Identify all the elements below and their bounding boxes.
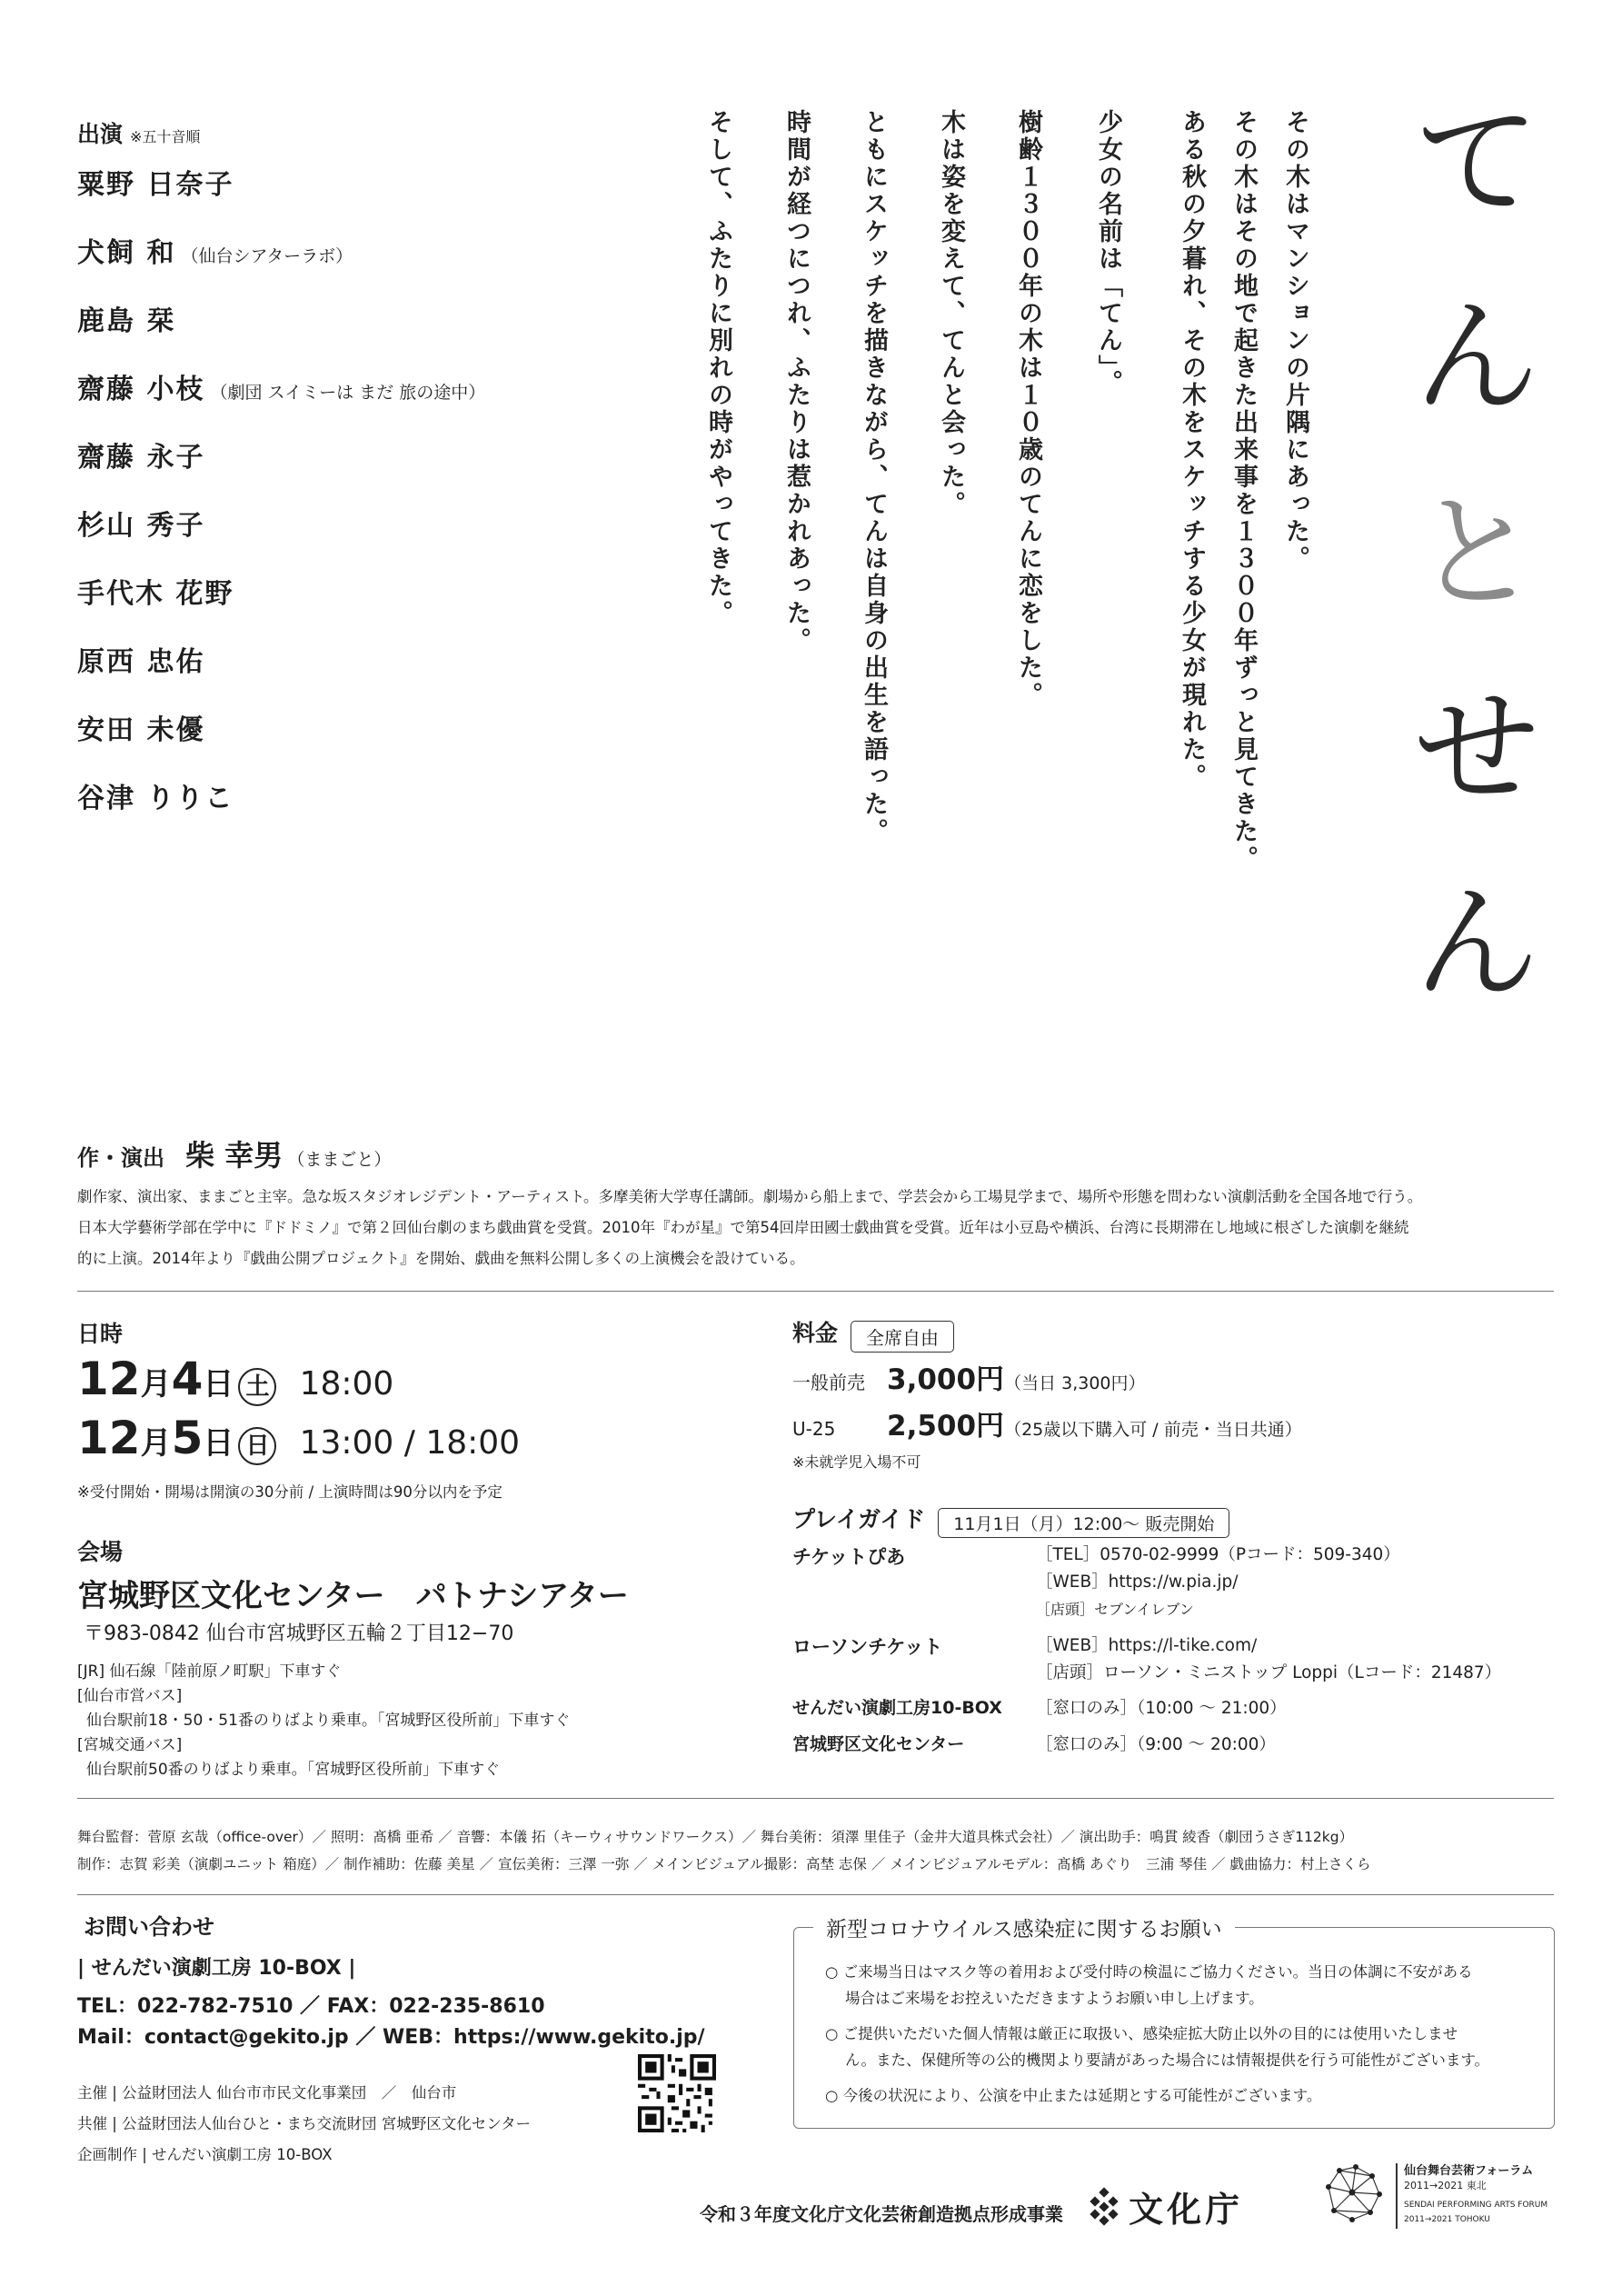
agency-mark-icon <box>1084 2187 1124 2227</box>
weekday-badge: 土 <box>238 1368 276 1406</box>
divider <box>77 1291 1554 1292</box>
title-char: ん <box>1413 285 1539 431</box>
schedule-heading: 日時 <box>77 1321 124 1347</box>
ticket-vendor: ローソンチケット <box>792 1636 943 1658</box>
forum-network-icon <box>1319 2160 1387 2227</box>
director-bio: 劇作家、演出家、ままごと主宰。急な坂スタジオレジデント・アーティスト。多摩美術大学専任講師。劇場から船上まで、学芸会から工場見学まで、場所や形態を問わない演劇活動を全国各地で行う。 日本大学藝術学部在学中に『ドドミノ』で第２回仙台劇のまち戯曲賞を受賞。2010年『わが星』で第54回岸田國士戯曲賞を受賞。近年は小豆島や横浜、台湾に長期滞在し地域に根ざした演劇を継続 的に上演。2014年より『戯曲公開プロジェクト』を開始、戯曲を無料公開し多くの上演機会を設けている。 <box>77 1188 1423 1267</box>
covid-heading: 新型コロナウイルス感染症に関するお願い <box>813 1912 1235 1942</box>
agency-of-cultural-affairs-logo: 文化庁 <box>1084 2181 1243 2231</box>
playguide-heading: プレイガイド 11月1日（月）12:00〜 販売開始 <box>792 1502 1229 1538</box>
title-char: せ <box>1413 675 1539 822</box>
contact-heading: お問い合わせ <box>84 1914 214 1940</box>
ticket-vendor-info: ［窓口のみ］（9:00 〜 20:00） <box>1036 1735 1276 1754</box>
forum-divider <box>1396 2163 1398 2229</box>
price-note: ※未就学児入場不可 <box>792 1453 921 1471</box>
cast-member: 谷津 りりこ <box>77 783 234 814</box>
ticket-vendor-info: ［WEB］https://l-tike.com/ ［店頭］ローソン・ミニストップ Loppi（Lコード：21487） <box>1036 1636 1502 1682</box>
story-line: 樹齢１３００年の木は１０歳のてんに恋をした。 <box>1014 109 1042 709</box>
cast-member: 鹿島 栞 <box>77 305 176 337</box>
venue-name: 宮城野区文化センター パトナシアター <box>77 1578 629 1614</box>
organizers: 主催 | 公益財団法人 仙台市市民文化事業団 ／ 仙台市 共催 | 公益財団法人仙台ひと・まち交流財団 宮城野区文化センター 企画制作 | せんだい演劇工房 10-BOX <box>77 2084 532 2163</box>
seating-badge: 全席自由 <box>851 1321 954 1353</box>
director-name: 柴 幸男 <box>185 1138 284 1173</box>
story-line: 少女の名前は「てん」。 <box>1094 109 1122 397</box>
story-line: その木はその地で起きた出来事を１３００年ずっと見てきた。 <box>1229 109 1258 873</box>
ticket-vendor-info: ［窓口のみ］（10:00 〜 21:00） <box>1036 1699 1287 1718</box>
show-time: 13:00 / 18:00 <box>299 1424 521 1462</box>
director-affiliation: （ままごと） <box>287 1150 392 1170</box>
story-line: 時間が経つにつれ、ふたりは惹かれあった。 <box>782 109 811 654</box>
venue-address: 〒983-0842 仙台市宮城野区五輪２丁目12−70 <box>84 1622 514 1645</box>
price-row: U-25 2,500円（25歳以下購入可 / 前売・当日共通） <box>792 1410 1302 1442</box>
cast-member: 杉山 秀子 <box>77 510 205 542</box>
cast-member: 齋藤 永子 <box>77 442 205 474</box>
cast-member: 手代木 花野 <box>77 578 234 610</box>
cast-member: 安田 未優 <box>77 714 205 746</box>
contact-org: | せんだい演劇工房 10-BOX | <box>77 1957 356 1980</box>
sales-start-badge: 11月1日（月）12:00〜 販売開始 <box>938 1508 1229 1538</box>
contact-web[interactable]: Mail：contact@gekito.jp ／ WEB：https://www.gekito.jp/ <box>77 2026 705 2049</box>
contact-phone: TEL：022-782-7510 ／ FAX：022-235-8610 <box>77 1995 545 2018</box>
covid-items: ○ ご来場当日はマスク等の着用および受付時の検温にご協力ください。当日の体調に不安がある 場合はご来場をお控えいただきますようお願い申し上げます。 ○ ご提供いただいた個人情報は厳正に取扱い、感染症拡大防止以外の目的には使用いたしませ ん。また、保健所等の公的機関より要請があった場合には情報提供を行う可能性がございます。 ○ 今後の状況により、公演を中止または延期とする可能性がございます。 <box>825 1963 1490 2104</box>
cast-member: 原西 忠佑 <box>77 646 205 678</box>
qr-code-icon <box>638 2054 716 2132</box>
cast-member: 粟野 日奈子 <box>77 169 234 201</box>
director-role: 作・演出 <box>77 1145 164 1171</box>
price-heading: 料金 全席自由 <box>792 1315 954 1353</box>
ticket-vendor: せんだい演劇工房10-BOX <box>792 1698 1002 1718</box>
title-char: と <box>1413 480 1539 626</box>
main-title <box>1395 89 1558 1017</box>
ticket-vendor-info: ［TEL］0570-02-9999（Pコード：509-340） ［WEB］https://w.pia.jp/ ［店頭］セブンイレブン <box>1036 1545 1400 1618</box>
price-row: 一般前売 3,000円（当日 3,300円） <box>792 1363 1146 1396</box>
director-credit <box>77 1133 391 1174</box>
forum-logo-text: 仙台舞台芸術フォーラム 2011→2021 東北 SENDAI PERFORMING ARTS FORUM 2011→2021 TOHOKU <box>1404 2164 1548 2224</box>
story-line: ある秋の夕暮れ、その木をスケッチする少女が現れた。 <box>1178 109 1206 791</box>
date-row: 12月5日 日 13:00 / 18:00 <box>77 1412 521 1464</box>
title-char: て <box>1413 89 1539 235</box>
story-line: その木はマンションの片隅にあった。 <box>1281 109 1309 573</box>
cast-member: 犬飼 和 （仙台シアターラボ） <box>77 237 353 269</box>
show-time: 18:00 <box>299 1365 394 1403</box>
weekday-badge: 日 <box>238 1427 276 1465</box>
cast-order-note: ※五十音順 <box>130 128 201 145</box>
divider <box>77 1894 1554 1895</box>
title-char: ん <box>1413 871 1539 1017</box>
staff-credits: 舞台監督：菅原 玄哉（office-over）／ 照明：髙橋 亜希 ／ 音響：本儀 拓（キーウィサウンドワークス）／ 舞台美術：須澤 里佳子（金井大道具株式会社）／ 演出助手：鳴貫 綾香（劇団うさぎ112kg） 制作：志賀 彩美（演劇ユニット 箱庭）／ 制作補助：佐藤 美星 ／ 宣伝美術：三澤 一弥 ／ メインビジュアル撮影：高埜 志保 ／ メインビジュアルモデル：髙橋 あぐり 三浦 琴佳 ／ 戯曲協力：村上さくら <box>77 1829 1371 1872</box>
program-credit: 令和３年度文化庁文化芸術創造拠点形成事業 <box>700 2203 1063 2225</box>
qr-code[interactable] <box>638 2054 716 2132</box>
story-line: そして、ふたりに別れの時がやってきた。 <box>704 109 732 627</box>
ticket-vendor: チケットぴあ <box>792 1546 906 1568</box>
story-line: 木は姿を変えて、てんと会った。 <box>937 109 965 518</box>
schedule-note: ※受付開始・開場は開演の30分前 / 上演時間は90分以内を予定 <box>77 1483 503 1501</box>
cast-member: 齋藤 小枝 （劇団 スイミーは まだ 旅の途中） <box>77 374 486 405</box>
divider <box>77 1798 1554 1799</box>
story-line: ともにスケッチを描きながら、てんは自身の出生を語った。 <box>860 109 888 845</box>
venue-access: [JR] 仙石線「陸前原ノ町駅」下車すぐ [仙台市営バス] 仙台駅前18・50・51番のりばより乗車。「宮城野区役所前」下車すぐ [宮城交通バス] 仙台駅前50番のりばより乗車。「宮城野区役所前」下車すぐ <box>77 1662 571 1779</box>
date-row: 12月4日 土 18:00 <box>77 1353 394 1405</box>
cast-heading: 出演 ※五十音順 <box>77 121 201 147</box>
ticket-vendor: 宮城野区文化センター <box>792 1734 965 1754</box>
venue-heading: 会場 <box>77 1539 124 1565</box>
